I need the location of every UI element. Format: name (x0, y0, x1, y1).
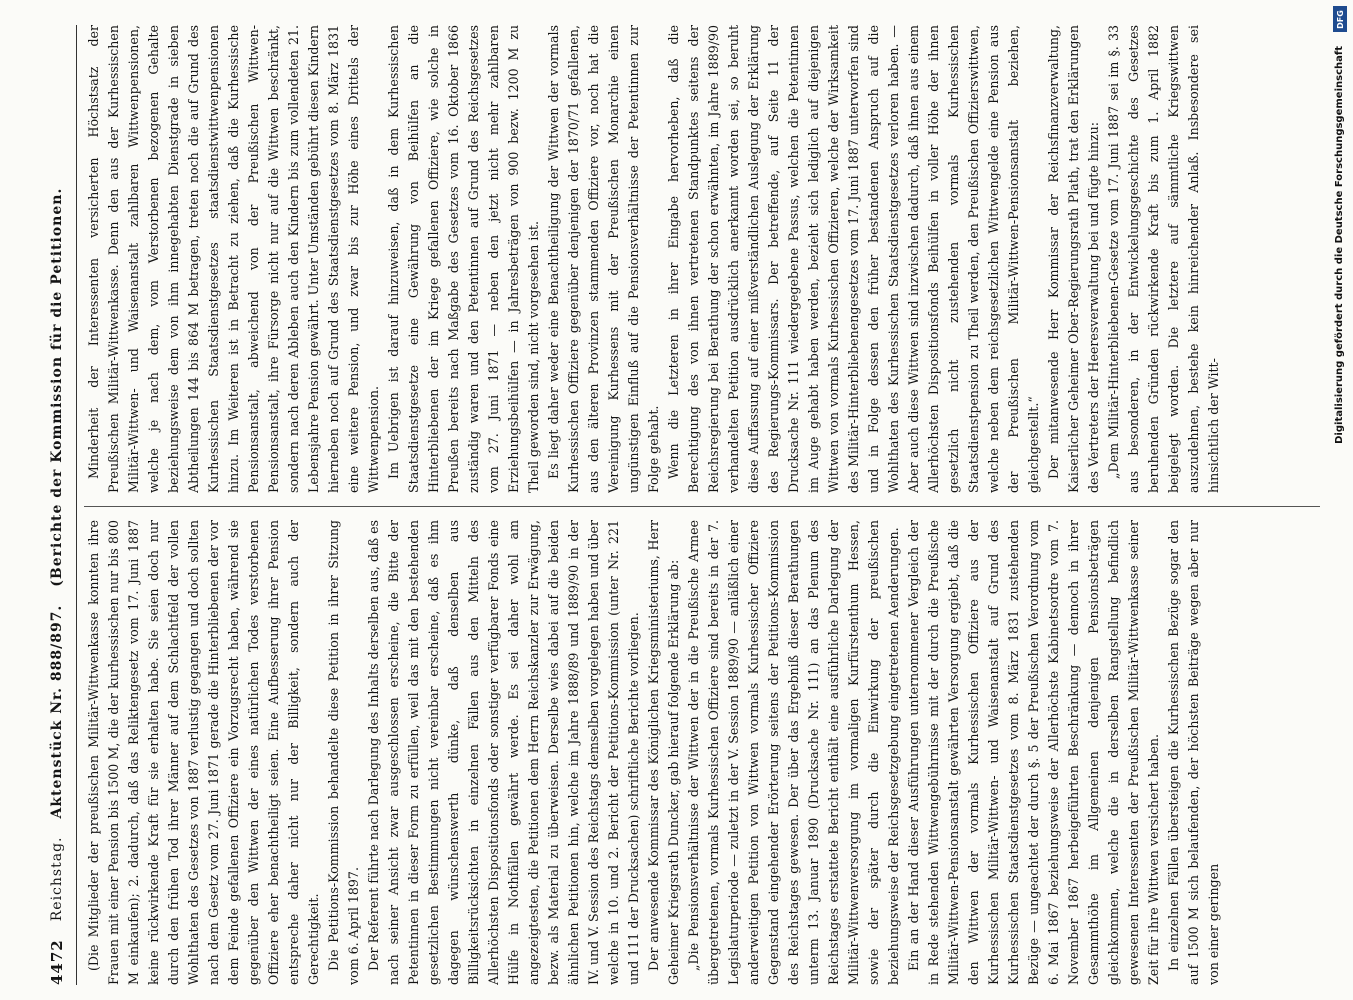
paragraph: In einzelnen Fällen übersteigen die Kurhessischen Bezüge sogar den auf 1500 M sich belaufenden, der höchsten Beiträge wegen aber nur von einer geringen (1166, 520, 1221, 985)
header-rule (76, 25, 77, 985)
funding-credit (1331, 6, 1349, 992)
paragraph: Minderheit der Interessenten versicherten Höchstsatz der Preußischen Militär-Wittwenkasse. Denn den aus der Kurhessischen Militär-Wittwen- und Waisenanstalt zahlbaren Wittwenpensionen, welche je nach dem, vom Verstorbenen bezogenen Gehalte beziehungsweise dem von ihm innegehabten Dienstgrade in sieben Abtheilungen 144 bis 864 M betragen, treten noch die auf Grund des Kurhessischen Staatsdienstgesetzes staatsdienstwittwenpensionen hinzu. Im Weiteren ist in Betracht zu ziehen, daß die Kurhessische Pensionsanstalt, abweichend von der Preußischen Wittwen-Pensionsanstalt, ihre Fürsorge nicht nur auf die Wittwen beschränkt, sondern nach deren Ableben auch den Kindern bis zum vollendeten 21. Lebensjahre Pension gewährt. Unter Umständen gebührt diesen Kindern hierneben noch auf Grund des Staatsdienstgesetzes vom 8. März 1831 eine weitere Pension, und zwar bis zur Höhe eines Drittels der Wittwenpension. (86, 25, 381, 493)
paragraph: Wenn die Letzteren in ihrer Eingabe hervorheben, daß die Berechtigung des von ihnen vertretenen Standpunktes seitens der Reichsregierung bei Berathung der schon erwähnten, im Jahre 1889/90 verhandelten Petition ausdrücklich anerkannt worden sei, so beruht diese Auffassung auf einer mißverständlichen Auslegung der Erklärung des Regierungs-Kommissars. Der betreffende, auf Seite 11 der Drucksache Nr. 111 wiedergegebene Passus, welchen die Petentinnen im Auge gehabt haben werden, bezieht sich lediglich auf diejenigen Wittwen von vormals Kurhessischen Offizieren, welche der Wirksamkeit des Militär-Hinterbliebenengesetzes vom 17. Juni 1887 unterworfen sind und in Folge dessen den früher bestandenen Anspruch auf die Wohlthaten des Kurhessischen Staatsdienstgesetzes verloren haben. — Aber auch diese Wittwen sind inzwischen dadurch, daß ihnen aus einem Allerhöchsten Dispositionsfonds Beihülfen in voller Höhe der ihnen gesetzlich nicht zustehenden vormals Kurhessischen Staatsdienstpension zu Theil werden, den Preußischen Offizierswittwen, welche neben dem reichsgesetzlichen Wittwengelde eine Pension aus der Preußischen Militär-Wittwen-Pensionsanstalt beziehen, gleichgestellt.“ (666, 25, 1041, 493)
paragraph: Im Uebrigen ist darauf hinzuweisen, daß in dem Kurhessischen Staatsdienstgesetze eine Gewährung von Beihülfen an die Hinterbliebenen der im Kriege gefallenen Offiziere, wie solche in Preußen bereits nach Maßgabe des Gesetzes vom 16. Oktober 1866 zuständig waren und den Petentinnen auf Grund des Reichsgesetzes vom 27. Juni 1871 — neben den jetzt nicht mehr zahlbaren Erziehungsbeihülfen — in Jahresbeträgen von 900 bezw. 1200 M zu Theil geworden sind, nicht vorgesehen ist. (386, 25, 541, 493)
right-column (84, 25, 1324, 493)
column-divider (84, 506, 1320, 507)
left-column (84, 520, 1324, 985)
dfg-logo: DFG (1333, 6, 1347, 32)
rotated-sheet (40, 25, 1330, 985)
funding-credit-text: Digitalisierung gefördert durch die Deutsche Forschungsgemeinschaft (1334, 46, 1345, 444)
paragraph: Der Referent führte nach Darlegung des Inhalts derselben aus, daß es nach seiner Ansicht zwar ausgeschlossen erscheine, die Bitte der Petentinnen in dieser Form zu erfüllen, weil das mit den bestehenden gesetzlichen Bestimmungen nicht vereinbar erscheine, daß es ihm dagegen wünschenswerth dünke, daß denselben aus Billigkeitsrücksichten in einzelnen Fällen aus den Mitteln des Allerhöchsten Dispositionsfonds oder sonstiger verfügbarer Fonds eine Hülfe in Nothfällen gewährt werde. Es sei daher wohl am angezeigtesten, die Petitionen dem Herrn Reichskanzler zur Erwägung, bezw. als Material zu überweisen. Derselbe wies dabei auf die beiden ähnlichen Petitionen hin, welche im Jahre 1888/89 und 1889/90 in der IV. und V. Session des Reichstags demselben vorgelegen haben und über welche in 10. und 2. Bericht der Petitions-Kommission (unter Nr. 221 und 111 der Drucksachen) schriftliche Berichte vorliegen. (366, 520, 641, 985)
section-label: Reichstag. (49, 836, 65, 922)
page-header (40, 25, 74, 985)
paragraph: Der anwesende Kommissar des Königlichen Kriegsministeriums, Herr Geheimer Kriegsrath Duncker, gab hierauf folgende Erklärung ab: (646, 520, 681, 985)
paragraph: Die Petitions-Kommission behandelte diese Petition in ihrer Sitzung vom 6. April 1897. (326, 520, 361, 985)
paragraph: Ein an der Hand dieser Ausführungen unternommener Vergleich der in Rede stehenden Wittwengebührnisse mit der durch die Preußische Militär-Wittwen-Pensionsanstalt gewährten Versorgung ergiebt, daß die den Wittwen der vormals Kurhessischen Offiziere aus der Kurhessischen Militär-Wittwen- und Waisenanstalt auf Grund des Kurhessischen Staatsdienstgesetzes vom 8. März 1831 zustehenden Bezüge — ungeachtet der durch §. 5 der Preußischen Verordnung vom 6. Mai 1867 beziehungsweise der Allerhöchste Kabinetsordre vom 7. November 1867 herbeigeführten Beschränkung — dennoch in ihrer Gesammthöhe im Allgemeinen denjenigen Pensionsbeträgen gleichkommen, welche die in derselben Rangstellung befindlich gewesenen Interessenten der Preußischen Militär-Wittwenkasse seiner Zeit für ihre Wittwen versichert haben. (906, 520, 1161, 985)
paragraph: „Dem Militär-Hinterbliebenen-Gesetze vom 17. Juni 1887 sei im §. 33 aus besonderen, in der Entwickelungsgeschichte des Gesetzes beruhenden Gründen rückwirkende Kraft bis zum 1. April 1882 beigelegt worden. Die letztere auf sämmtliche Kriegswittwen auszudehnen, bestehe kein hinreichender Anlaß. Insbesondere sei hinsichtlich der Witt- (1106, 25, 1221, 493)
document-subtitle: (Berichte der Kommission für die Petitionen. (49, 187, 65, 587)
paragraph: (Die Mitglieder der preußischen Militär-Wittwenkasse konnten ihre Frauen mit einer Pension bis 1500 M, die der kurhessischen nur bis 800 M einkaufen); 2. dadurch, daß das Reliktengesetz vom 17. Juni 1887 keine rückwirkende Kraft für sie erhalten habe. Sie seien doch nur durch den frühen Tod ihrer Männer auf dem Schlachtfeld der vollen Wohlthaten des Gesetzes von 1887 verlustig gegangen und doch sollten nach dem Gesetz vom 27. Juni 1871 gerade die Hinterbliebenen der vor dem Feinde gefallenen Offiziere ein Vorzugsrecht haben, während sie gegenüber den Wittwen der eines natürlichen Todes verstorbenen Offiziere eher benachtheiligt seien. Eine Aufbesserung ihrer Pension entspreche daher nicht nur der Billigkeit, sondern auch der Gerechtigkeit. (86, 520, 321, 985)
paragraph: „Die Pensionsverhältnisse der Wittwen der in die Preußische Armee übergetretenen, vormals Kurhessischen Offiziere sind bereits in der 7. Legislaturperiode — zuletzt in der V. Session 1889/90 — anläßlich einer anderweitigen Petition von Wittwen vormals Kurhessischer Offiziere Gegenstand eingehender Erörterung seitens der Petitions-Kommission des Reichstages gewesen. Der über das Ergebniß dieser Berathungen unterm 13. Januar 1890 (Drucksache Nr. 111) an das Plenum des Reichstages erstattete Bericht enthält eine ausführliche Darlegung der Militär-Wittwenversorgung im vormaligen Kurfürstenthum Hessen, sowie der später durch die Einwirkung der preußischen beziehungsweise der Reichsgesetzgebung eingetretenen Aenderungen. (686, 520, 901, 985)
paragraph: Es liegt daher weder eine Benachtheiligung der Wittwen der vormals Kurhessischen Offiziere gegenüber denjenigen der 1870/71 gefallenen, aus den älteren Provinzen stammenden Offiziere vor, noch hat die Vereinigung Kurhessens mit der Preußischen Monarchie einen ungünstigen Einfluß auf die Pensionsverhältnisse der Petentinnen zur Folge gehabt. (546, 25, 661, 493)
page-number: 4472 (48, 939, 66, 985)
paragraph: Der mitanwesende Herr Kommissar der Reichsfinanzverwaltung, Kaiserlicher Geheimer Ober-Regierungsrath Plath, trat den Erklärungen des Vertreters der Heeresverwaltung bei und fügte hinzu: (1046, 25, 1101, 493)
document-title: Aktenstück Nr. 888/897. (49, 604, 65, 819)
